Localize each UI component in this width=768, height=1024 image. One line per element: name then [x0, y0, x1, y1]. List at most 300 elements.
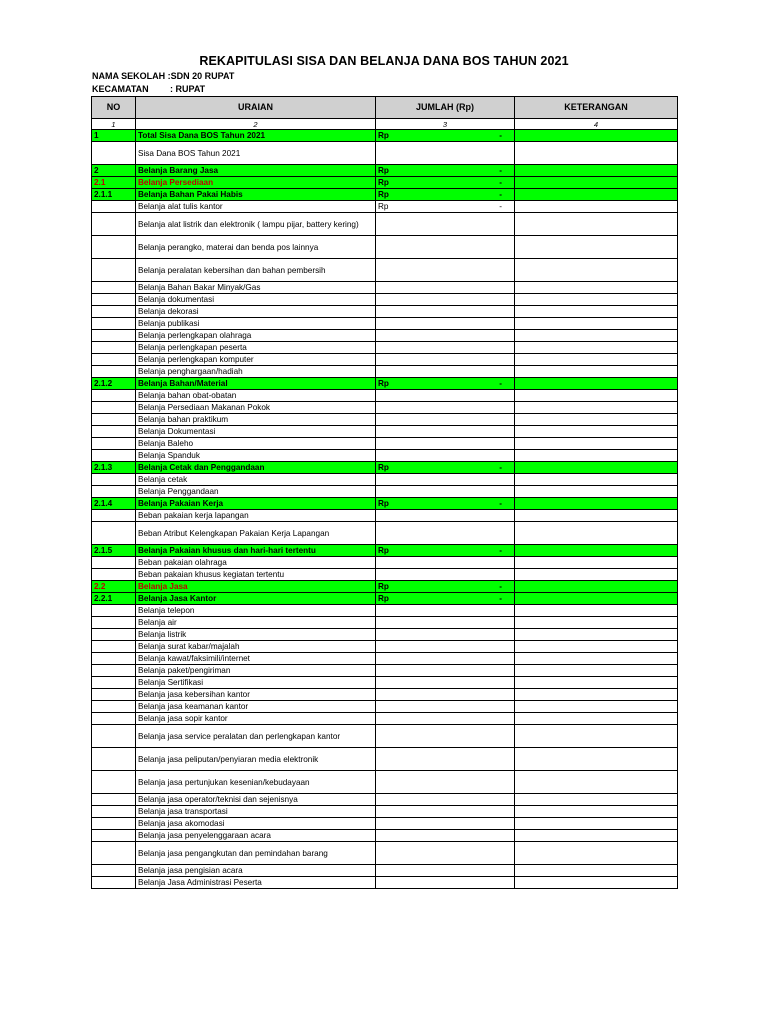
row-description: Belanja jasa penyelenggaraan acara	[136, 830, 376, 842]
amount-value: -	[499, 463, 502, 472]
row-description: Belanja paket/pengiriman	[136, 665, 376, 677]
row-amount	[376, 378, 515, 390]
amount-value: -	[499, 499, 502, 508]
row-amount	[376, 390, 515, 402]
row-number	[92, 677, 136, 689]
row-note	[515, 330, 678, 342]
row-description: Sisa Dana BOS Tahun 2021	[136, 142, 376, 165]
row-amount	[376, 189, 515, 201]
row-note	[515, 318, 678, 330]
row-note	[515, 142, 678, 165]
row-note	[515, 877, 678, 889]
table-row	[92, 818, 678, 830]
row-number	[92, 641, 136, 653]
row-note	[515, 748, 678, 771]
table-header-row	[92, 97, 678, 119]
header-no: NO	[92, 97, 136, 119]
row-number	[92, 354, 136, 366]
row-amount	[376, 806, 515, 818]
school-value: SDN 20 RUPAT	[170, 71, 235, 81]
row-number: 2.1.5	[92, 545, 136, 557]
row-note	[515, 593, 678, 605]
row-number: 2.1.2	[92, 378, 136, 390]
row-amount	[376, 259, 515, 282]
table-row	[92, 165, 678, 177]
row-note	[515, 701, 678, 713]
row-description: Belanja telepon	[136, 605, 376, 617]
row-description: Belanja air	[136, 617, 376, 629]
row-note	[515, 557, 678, 569]
row-note	[515, 545, 678, 557]
row-number	[92, 414, 136, 426]
row-note	[515, 130, 678, 142]
table-row	[92, 806, 678, 818]
table-row	[92, 725, 678, 748]
row-number	[92, 201, 136, 213]
currency-label: Rp	[378, 379, 389, 388]
row-number	[92, 842, 136, 865]
table-row	[92, 877, 678, 889]
row-description: Belanja listrik	[136, 629, 376, 641]
row-number	[92, 830, 136, 842]
table-row	[92, 282, 678, 294]
row-number	[92, 522, 136, 545]
row-note	[515, 438, 678, 450]
row-description: Belanja jasa service peralatan dan perlengkapan kantor	[136, 725, 376, 748]
table-row	[92, 366, 678, 378]
amount-value: -	[499, 582, 502, 591]
currency-label: Rp	[378, 178, 389, 187]
row-note	[515, 402, 678, 414]
row-note	[515, 689, 678, 701]
table-row	[92, 653, 678, 665]
row-description: Belanja jasa akomodasi	[136, 818, 376, 830]
row-amount	[376, 414, 515, 426]
row-number	[92, 213, 136, 236]
row-number	[92, 665, 136, 677]
row-note	[515, 581, 678, 593]
row-note	[515, 522, 678, 545]
row-amount	[376, 330, 515, 342]
row-note	[515, 177, 678, 189]
row-number	[92, 236, 136, 259]
row-amount	[376, 236, 515, 259]
row-number	[92, 701, 136, 713]
row-amount	[376, 282, 515, 294]
table-row	[92, 794, 678, 806]
row-note	[515, 665, 678, 677]
column-number: 1	[92, 119, 136, 130]
row-description: Belanja alat tulis kantor	[136, 201, 376, 213]
currency-label: Rp	[378, 202, 389, 211]
row-number	[92, 366, 136, 378]
column-number: 2	[136, 119, 376, 130]
table-row	[92, 450, 678, 462]
row-description: Beban pakaian kerja lapangan	[136, 510, 376, 522]
row-note	[515, 306, 678, 318]
table-row	[92, 569, 678, 581]
row-number	[92, 450, 136, 462]
row-description: Beban Atribut Kelengkapan Pakaian Kerja Lapangan	[136, 522, 376, 545]
row-number: 2.1.1	[92, 189, 136, 201]
row-number: 2	[92, 165, 136, 177]
currency-label: Rp	[378, 190, 389, 199]
row-description: Belanja Persediaan Makanan Pokok	[136, 402, 376, 414]
table-row	[92, 713, 678, 725]
row-number	[92, 605, 136, 617]
row-description: Belanja jasa operator/teknisi dan sejenisnya	[136, 794, 376, 806]
row-description: Belanja jasa sopir kantor	[136, 713, 376, 725]
row-note	[515, 830, 678, 842]
row-amount	[376, 462, 515, 474]
table-row	[92, 629, 678, 641]
row-note	[515, 165, 678, 177]
row-amount	[376, 629, 515, 641]
row-amount	[376, 569, 515, 581]
row-description: Belanja Baleho	[136, 438, 376, 450]
row-amount	[376, 201, 515, 213]
row-number	[92, 402, 136, 414]
table-row	[92, 557, 678, 569]
row-number	[92, 342, 136, 354]
row-amount	[376, 665, 515, 677]
amount-value: -	[499, 190, 502, 199]
row-amount	[376, 142, 515, 165]
row-amount	[376, 701, 515, 713]
row-number	[92, 818, 136, 830]
row-number	[92, 629, 136, 641]
row-description: Belanja peralatan kebersihan dan bahan pembersih	[136, 259, 376, 282]
row-description: Belanja dokumentasi	[136, 294, 376, 306]
row-description: Belanja publikasi	[136, 318, 376, 330]
currency-label: Rp	[378, 582, 389, 591]
row-amount	[376, 593, 515, 605]
row-number	[92, 569, 136, 581]
row-description: Belanja Jasa Administrasi Peserta	[136, 877, 376, 889]
table-row	[92, 318, 678, 330]
table-row	[92, 486, 678, 498]
row-number	[92, 318, 136, 330]
amount-value: -	[499, 594, 502, 603]
column-number: 3	[376, 119, 515, 130]
header-uraian: URAIAN	[136, 97, 376, 119]
row-note	[515, 677, 678, 689]
table-row	[92, 378, 678, 390]
row-description: Belanja jasa pertunjukan kesenian/kebudayaan	[136, 771, 376, 794]
row-description: Belanja penghargaan/hadiah	[136, 366, 376, 378]
row-description: Belanja Dokumentasi	[136, 426, 376, 438]
row-amount	[376, 641, 515, 653]
row-amount	[376, 498, 515, 510]
table-row	[92, 748, 678, 771]
row-description: Belanja alat listrik dan elektronik ( lampu pijar, battery kering)	[136, 213, 376, 236]
row-amount	[376, 545, 515, 557]
column-number-row	[92, 119, 678, 130]
row-number	[92, 689, 136, 701]
row-number	[92, 142, 136, 165]
row-amount	[376, 689, 515, 701]
currency-label: Rp	[378, 166, 389, 175]
header-keterangan: KETERANGAN	[515, 97, 678, 119]
row-note	[515, 713, 678, 725]
row-amount	[376, 877, 515, 889]
row-amount	[376, 748, 515, 771]
row-number	[92, 806, 136, 818]
row-number	[92, 486, 136, 498]
row-description: Belanja jasa kebersihan kantor	[136, 689, 376, 701]
table-row	[92, 306, 678, 318]
row-description: Belanja Sertifikasi	[136, 677, 376, 689]
amount-value: -	[499, 202, 502, 211]
row-note	[515, 865, 678, 877]
table-row	[92, 665, 678, 677]
row-amount	[376, 653, 515, 665]
row-number: 2.2	[92, 581, 136, 593]
row-number: 2.1.4	[92, 498, 136, 510]
currency-label: Rp	[378, 546, 389, 555]
row-number	[92, 282, 136, 294]
row-note	[515, 213, 678, 236]
row-note	[515, 569, 678, 581]
table-row	[92, 236, 678, 259]
row-amount	[376, 177, 515, 189]
row-description: Belanja dekorasi	[136, 306, 376, 318]
row-description: Belanja perlengkapan olahraga	[136, 330, 376, 342]
row-note	[515, 474, 678, 486]
row-number	[92, 510, 136, 522]
row-number	[92, 865, 136, 877]
table-row	[92, 130, 678, 142]
row-number	[92, 438, 136, 450]
row-note	[515, 378, 678, 390]
row-amount	[376, 865, 515, 877]
row-amount	[376, 677, 515, 689]
row-description: Belanja jasa pengisian acara	[136, 865, 376, 877]
district-value: : RUPAT	[170, 84, 206, 94]
school-label: NAMA SEKOLAH :	[92, 71, 171, 81]
row-amount	[376, 771, 515, 794]
row-amount	[376, 605, 515, 617]
table-row	[92, 213, 678, 236]
row-amount	[376, 342, 515, 354]
amount-value: -	[499, 379, 502, 388]
row-amount	[376, 510, 515, 522]
table-row	[92, 259, 678, 282]
row-description: Belanja perlengkapan komputer	[136, 354, 376, 366]
table-row	[92, 201, 678, 213]
row-note	[515, 236, 678, 259]
row-amount	[376, 402, 515, 414]
table-row	[92, 177, 678, 189]
row-note	[515, 342, 678, 354]
row-note	[515, 605, 678, 617]
row-number	[92, 306, 136, 318]
table-row	[92, 438, 678, 450]
row-description: Total Sisa Dana BOS Tahun 2021	[136, 130, 376, 142]
row-description: Belanja Spanduk	[136, 450, 376, 462]
row-description: Belanja Cetak dan Penggandaan	[136, 462, 376, 474]
row-description: Beban pakaian khusus kegiatan tertentu	[136, 569, 376, 581]
row-number: 2.1.3	[92, 462, 136, 474]
row-description: Belanja Bahan Pakai Habis	[136, 189, 376, 201]
table-row	[92, 510, 678, 522]
row-note	[515, 806, 678, 818]
row-amount	[376, 426, 515, 438]
row-description: Belanja bahan praktikum	[136, 414, 376, 426]
row-note	[515, 282, 678, 294]
table-row	[92, 689, 678, 701]
amount-value: -	[499, 546, 502, 555]
row-description: Belanja surat kabar/majalah	[136, 641, 376, 653]
amount-value: -	[499, 166, 502, 175]
row-amount	[376, 306, 515, 318]
row-note	[515, 390, 678, 402]
table-row	[92, 593, 678, 605]
row-description: Belanja cetak	[136, 474, 376, 486]
row-number	[92, 294, 136, 306]
district-line	[92, 84, 205, 94]
row-number	[92, 426, 136, 438]
row-note	[515, 498, 678, 510]
row-number: 2.1	[92, 177, 136, 189]
district-label: KECAMATAN	[92, 84, 149, 94]
row-amount	[376, 130, 515, 142]
row-note	[515, 366, 678, 378]
table-row	[92, 462, 678, 474]
row-description: Belanja Bahan/Material	[136, 378, 376, 390]
table-row	[92, 330, 678, 342]
row-note	[515, 510, 678, 522]
currency-label: Rp	[378, 594, 389, 603]
row-amount	[376, 557, 515, 569]
row-amount	[376, 450, 515, 462]
row-amount	[376, 486, 515, 498]
row-number: 1	[92, 130, 136, 142]
row-amount	[376, 318, 515, 330]
table-row	[92, 701, 678, 713]
row-amount	[376, 794, 515, 806]
document-title: REKAPITULASI SISA DAN BELANJA DANA BOS TAHUN 2021	[199, 54, 569, 68]
row-description: Belanja jasa keamanan kantor	[136, 701, 376, 713]
table-row	[92, 402, 678, 414]
row-amount	[376, 438, 515, 450]
row-amount	[376, 818, 515, 830]
row-note	[515, 725, 678, 748]
row-note	[515, 818, 678, 830]
row-note	[515, 201, 678, 213]
table-row	[92, 474, 678, 486]
row-description: Belanja Pakaian khusus dan hari-hari tertentu	[136, 545, 376, 557]
row-amount	[376, 165, 515, 177]
table-row	[92, 189, 678, 201]
row-amount	[376, 366, 515, 378]
row-note	[515, 617, 678, 629]
row-note	[515, 426, 678, 438]
amount-value: -	[499, 131, 502, 140]
row-amount	[376, 842, 515, 865]
row-amount	[376, 474, 515, 486]
table-row	[92, 865, 678, 877]
row-number	[92, 653, 136, 665]
row-note	[515, 414, 678, 426]
row-description: Belanja Pakaian Kerja	[136, 498, 376, 510]
table-row	[92, 390, 678, 402]
currency-label: Rp	[378, 131, 389, 140]
row-description: Belanja Penggandaan	[136, 486, 376, 498]
table-row	[92, 771, 678, 794]
row-note	[515, 486, 678, 498]
amount-value: -	[499, 178, 502, 187]
row-description: Belanja Jasa	[136, 581, 376, 593]
row-number	[92, 259, 136, 282]
table-row	[92, 677, 678, 689]
row-amount	[376, 581, 515, 593]
row-description: Belanja Persediaan	[136, 177, 376, 189]
row-note	[515, 259, 678, 282]
row-number	[92, 617, 136, 629]
header-jumlah: JUMLAH (Rp)	[376, 97, 515, 119]
row-number	[92, 330, 136, 342]
row-description: Belanja jasa peliputan/penyiaran media elektronik	[136, 748, 376, 771]
row-note	[515, 189, 678, 201]
table-row	[92, 342, 678, 354]
row-description: Belanja kawat/faksimili/internet	[136, 653, 376, 665]
row-amount	[376, 294, 515, 306]
budget-table	[91, 96, 678, 889]
currency-label: Rp	[378, 463, 389, 472]
row-number	[92, 725, 136, 748]
row-amount	[376, 713, 515, 725]
row-number: 2.2.1	[92, 593, 136, 605]
table-row	[92, 842, 678, 865]
table-row	[92, 522, 678, 545]
row-note	[515, 450, 678, 462]
table-row	[92, 605, 678, 617]
row-note	[515, 294, 678, 306]
row-description: Beban pakaian olahraga	[136, 557, 376, 569]
row-amount	[376, 354, 515, 366]
table-row	[92, 294, 678, 306]
table-row	[92, 545, 678, 557]
table-row	[92, 641, 678, 653]
row-description: Belanja Bahan Bakar Minyak/Gas	[136, 282, 376, 294]
row-number	[92, 794, 136, 806]
row-description: Belanja jasa transportasi	[136, 806, 376, 818]
row-description: Belanja Jasa Kantor	[136, 593, 376, 605]
table-row	[92, 498, 678, 510]
table-row	[92, 830, 678, 842]
table-row	[92, 354, 678, 366]
table-row	[92, 581, 678, 593]
row-number	[92, 713, 136, 725]
row-description: Belanja perangko, materai dan benda pos lainnya	[136, 236, 376, 259]
row-number	[92, 748, 136, 771]
row-note	[515, 842, 678, 865]
row-description: Belanja perlengkapan peserta	[136, 342, 376, 354]
row-number	[92, 390, 136, 402]
row-note	[515, 354, 678, 366]
table-row	[92, 617, 678, 629]
row-amount	[376, 213, 515, 236]
school-name-line	[92, 71, 234, 81]
row-number	[92, 877, 136, 889]
table-row	[92, 426, 678, 438]
row-number	[92, 474, 136, 486]
column-number: 4	[515, 119, 678, 130]
row-number	[92, 771, 136, 794]
table-row	[92, 142, 678, 165]
row-note	[515, 771, 678, 794]
